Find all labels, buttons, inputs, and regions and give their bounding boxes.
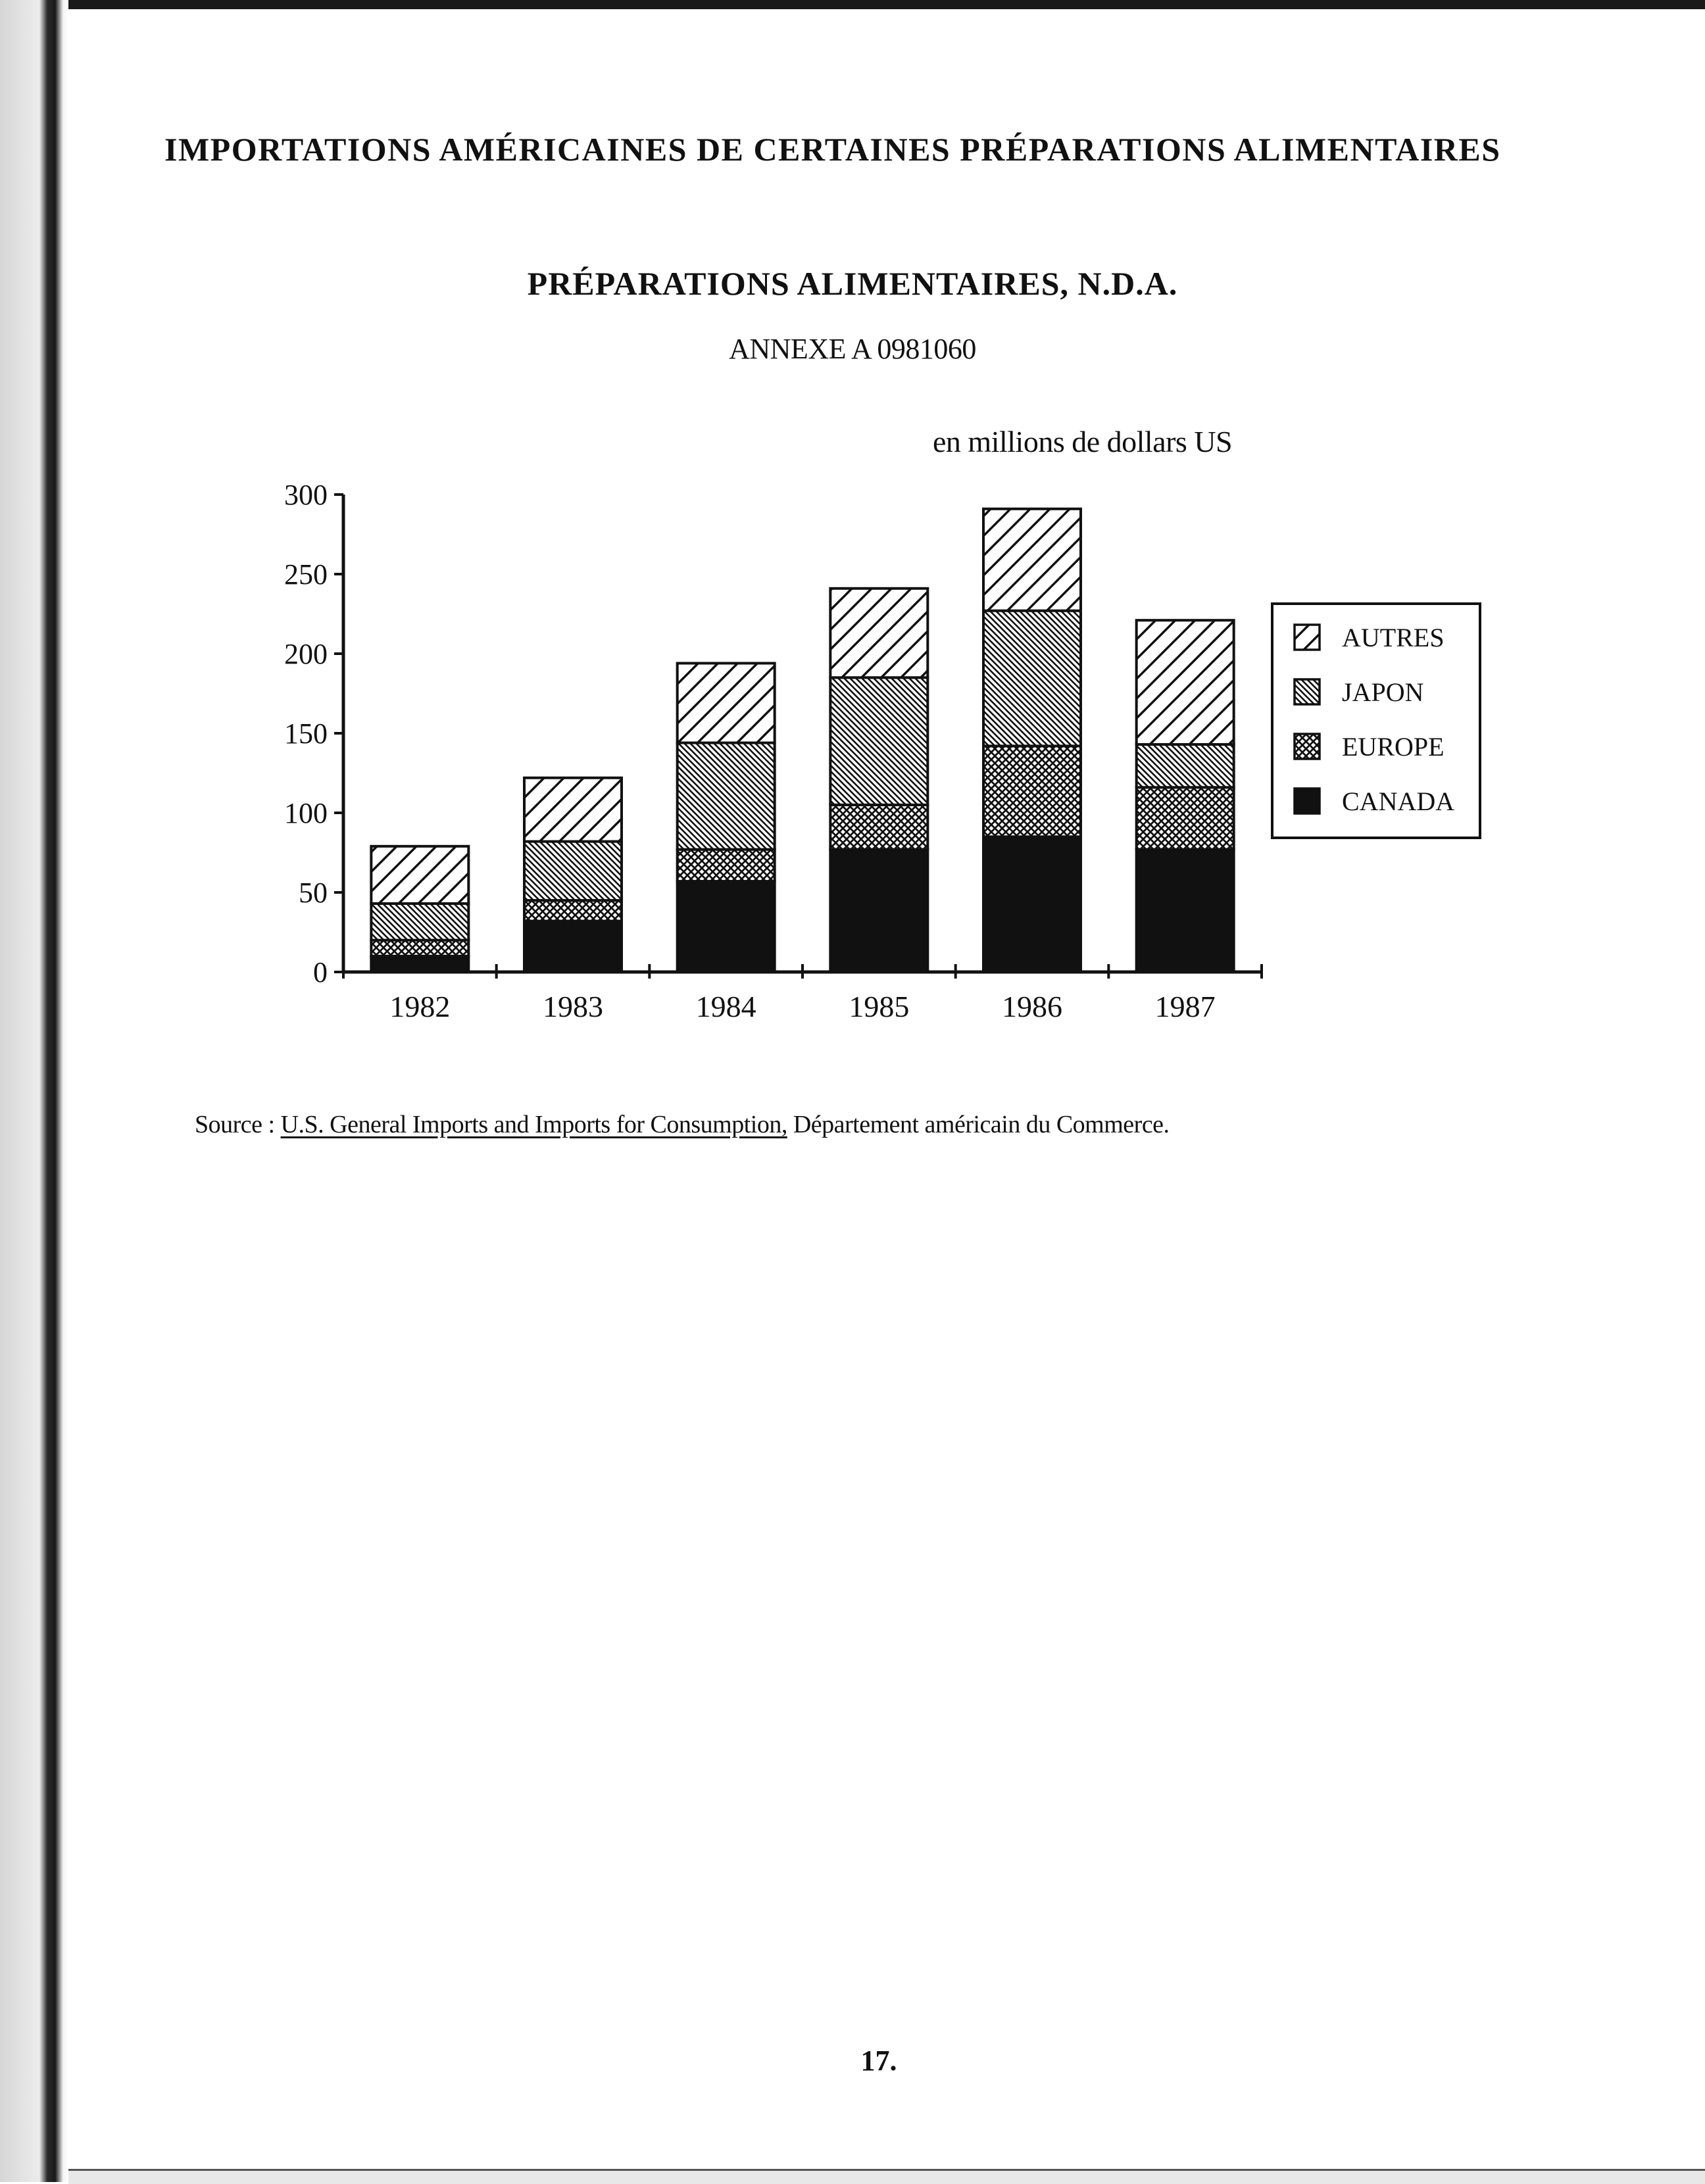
- bar-1982-europe: [371, 940, 468, 956]
- bar-1985-japon: [830, 677, 927, 805]
- bar-1987-canada: [1137, 850, 1234, 972]
- y-tick-label: 300: [284, 479, 328, 511]
- bar-1986-canada: [983, 837, 1081, 972]
- legend-label-autres: AUTRES: [1342, 623, 1445, 652]
- x-tick-label: 1986: [1002, 990, 1062, 1023]
- bar-1984-autres: [678, 664, 775, 743]
- legend-swatch-japon: [1295, 679, 1320, 704]
- bar-1983-autres: [524, 778, 622, 842]
- page-number: 17.: [860, 2045, 897, 2077]
- x-tick-label: 1983: [543, 990, 603, 1023]
- legend-swatch-europe: [1295, 734, 1320, 759]
- bar-1983-canada: [524, 921, 622, 972]
- legend-swatch-autres: [1295, 625, 1320, 650]
- source-title: U.S. General Imports and Imports for Consumption,: [280, 1111, 787, 1138]
- unit-label: en millions de dollars US: [933, 425, 1233, 458]
- bar-1986-autres: [983, 509, 1081, 611]
- x-tick-label: 1985: [849, 990, 910, 1023]
- page-title: IMPORTATIONS AMÉRICAINES DE CERTAINES PRÉPARATIONS ALIMENTAIRES: [164, 131, 1501, 168]
- legend-swatch-canada: [1295, 789, 1320, 813]
- legend: [1272, 604, 1480, 838]
- chart-subtitle: ANNEXE A 0981060: [729, 333, 976, 365]
- bar-1983-europe: [524, 900, 622, 921]
- bar-1987-japon: [1137, 744, 1234, 787]
- y-tick-label: 0: [313, 956, 328, 988]
- bar-1983-japon: [524, 842, 622, 901]
- source-note: [195, 1110, 1170, 1139]
- y-tick-label: 250: [284, 558, 328, 591]
- y-tick-label: 50: [299, 877, 328, 909]
- source-publisher: Département américain du Commerce.: [787, 1111, 1170, 1138]
- bar-1984-japon: [678, 743, 775, 850]
- bar-1986-europe: [983, 746, 1081, 837]
- legend-label-europe: EUROPE: [1342, 732, 1445, 762]
- source-label: Source :: [195, 1111, 281, 1138]
- bar-1982-japon: [371, 904, 468, 940]
- bar-1987-europe: [1137, 787, 1234, 849]
- x-tick-label: 1987: [1154, 990, 1216, 1023]
- bar-1982-canada: [371, 956, 468, 972]
- y-tick-label: 200: [284, 638, 328, 670]
- y-tick-label: 150: [284, 717, 328, 750]
- bar-1982-autres: [371, 846, 468, 904]
- bar-1987-autres: [1137, 620, 1234, 744]
- bar-1985-europe: [830, 805, 927, 850]
- chart-title: PRÉPARATIONS ALIMENTAIRES, N.D.A.: [527, 265, 1178, 302]
- y-tick-label: 100: [284, 797, 328, 829]
- legend-label-canada: CANADA: [1342, 787, 1455, 816]
- bar-1985-canada: [830, 850, 927, 972]
- x-tick-label: 1982: [389, 990, 451, 1023]
- bar-1985-autres: [830, 589, 927, 678]
- bars-layer: [371, 509, 1233, 972]
- bar-1984-europe: [678, 850, 775, 881]
- x-tick-label: 1984: [695, 990, 756, 1023]
- legend-label-japon: JAPON: [1342, 677, 1424, 707]
- bar-1986-japon: [983, 611, 1081, 746]
- bar-1984-canada: [678, 881, 775, 972]
